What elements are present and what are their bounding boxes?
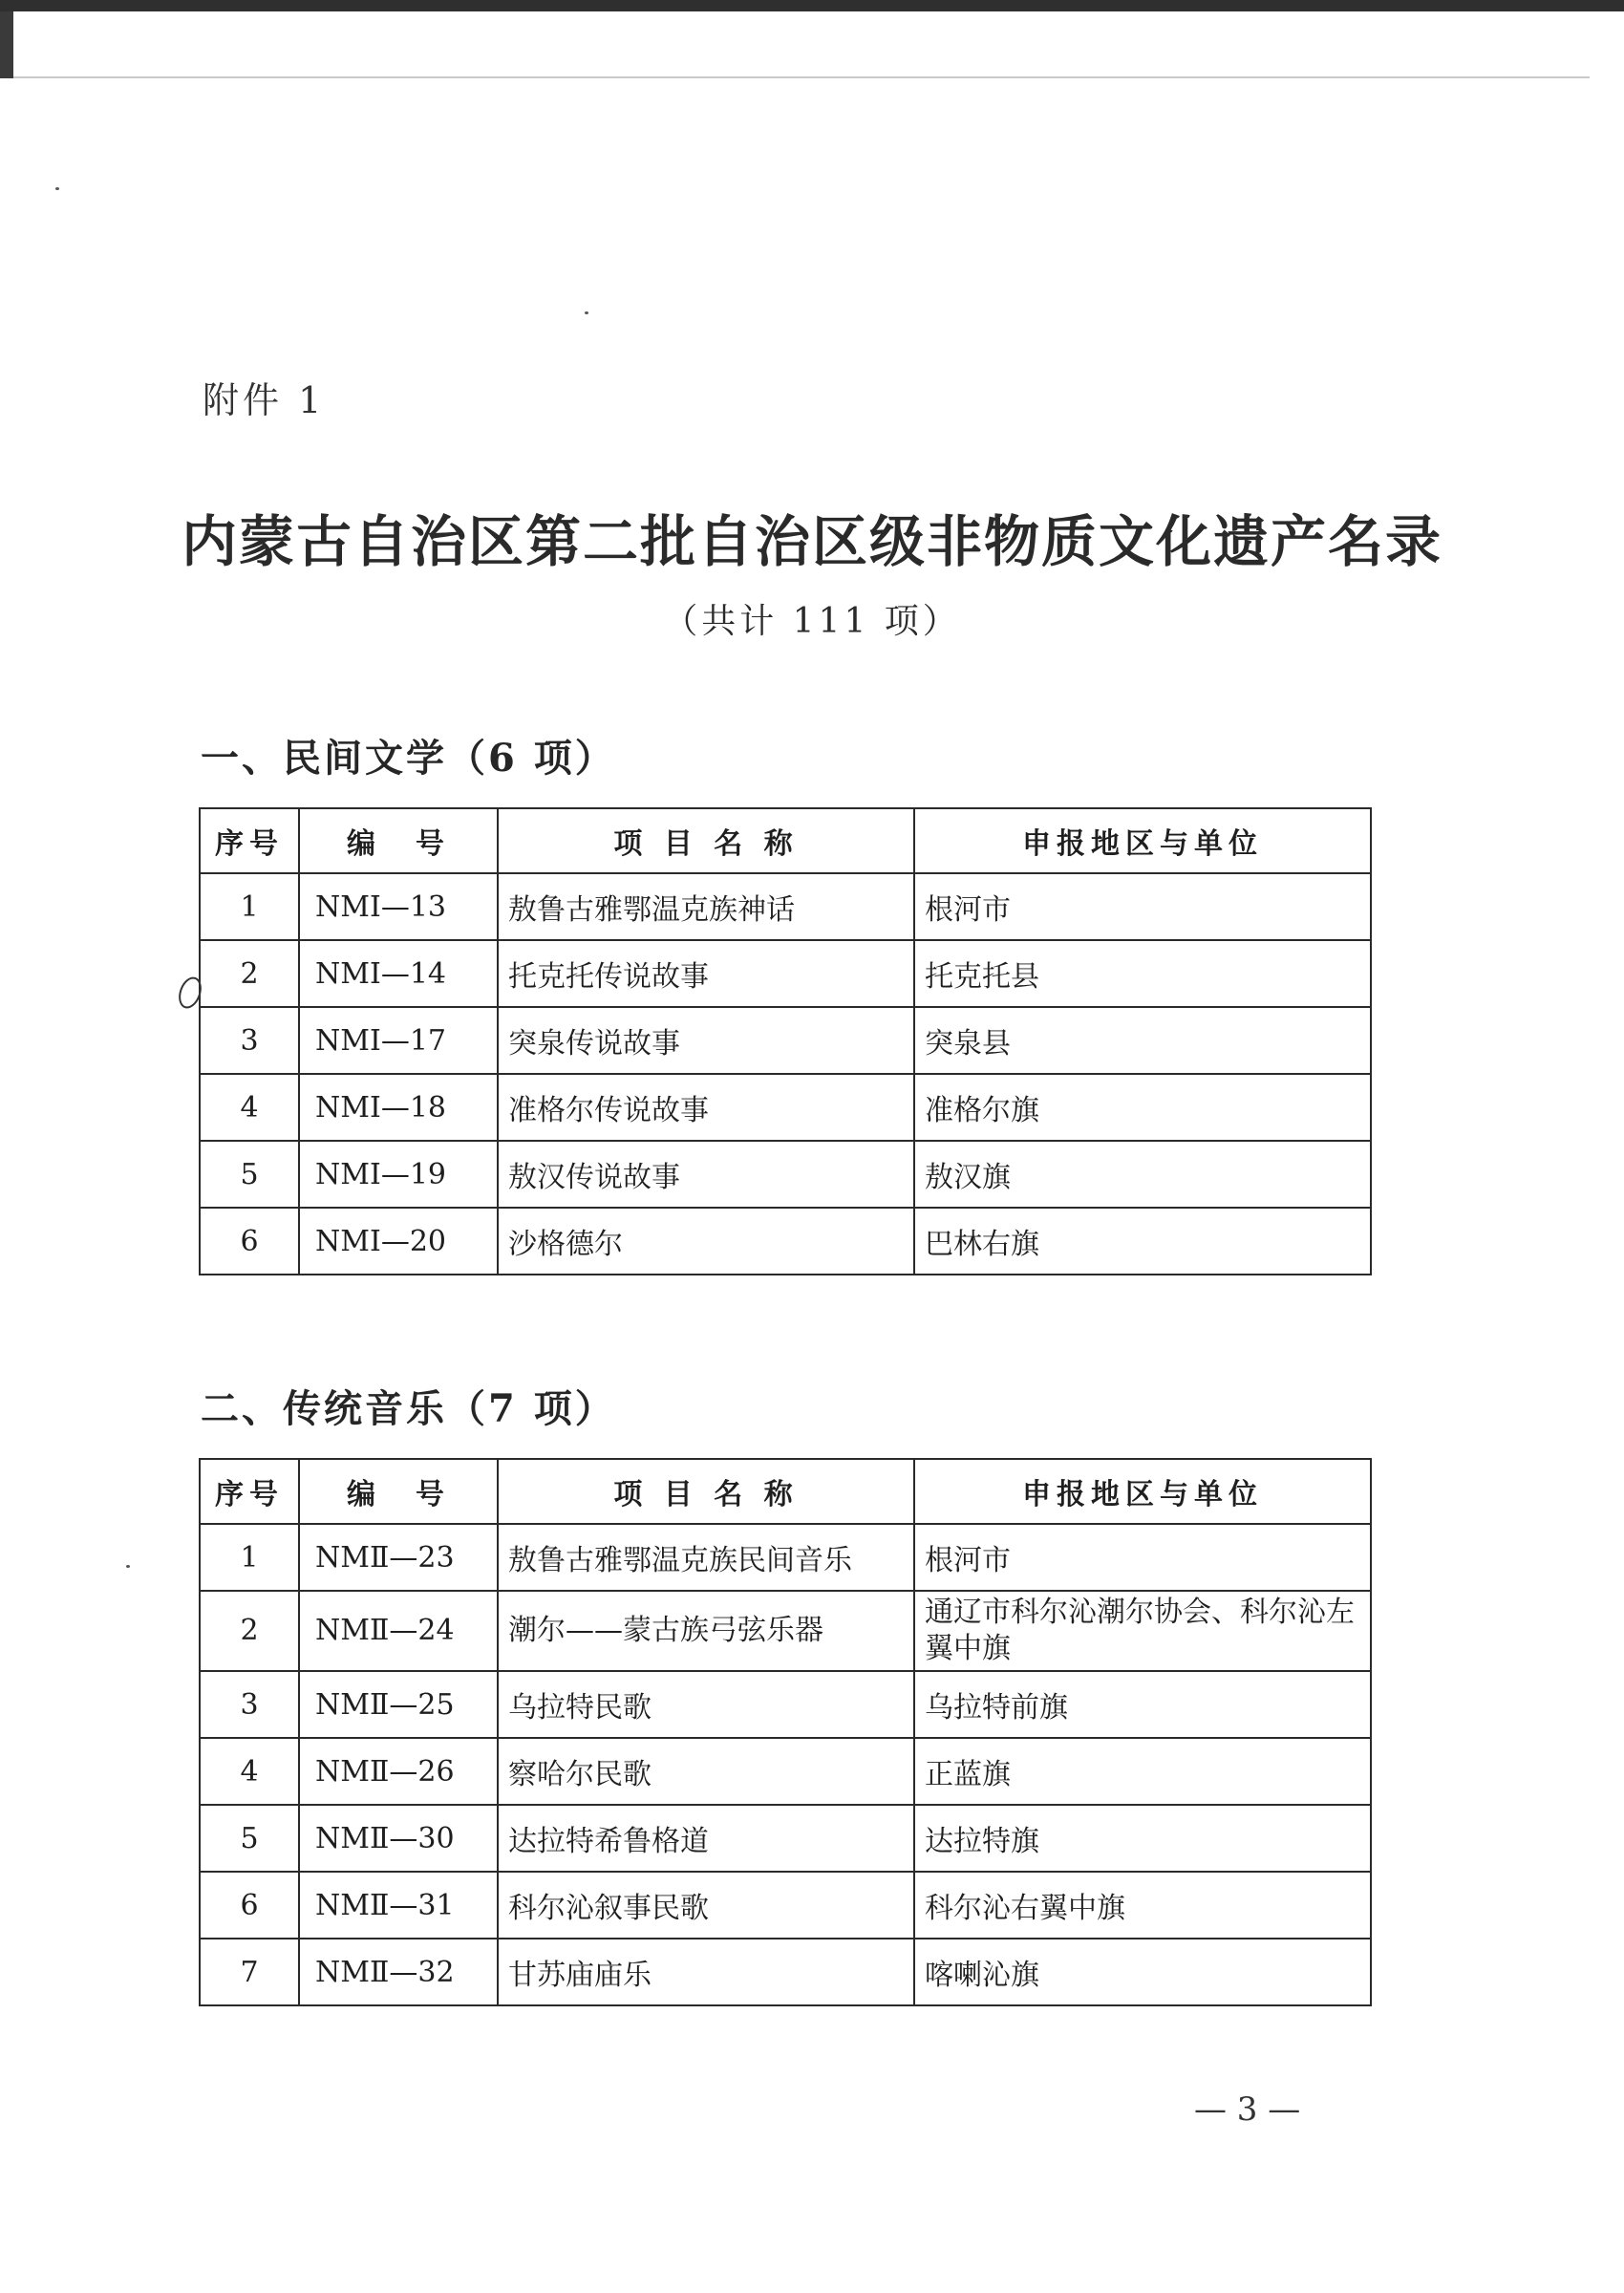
cell-code: NMⅠ—20 — [299, 1208, 498, 1275]
cell-name: 达拉特希鲁格道 — [498, 1805, 914, 1872]
table-row — [200, 1805, 1371, 1872]
table-row — [200, 1074, 1371, 1141]
header-code: 编 号 — [299, 808, 498, 873]
cell-region: 科尔沁右翼中旗 — [914, 1872, 1371, 1939]
attachment-label: 附件 1 — [203, 379, 326, 421]
cell-name: 潮尔——蒙古族弓弦乐器 — [498, 1591, 914, 1671]
scan-speck — [585, 311, 588, 314]
cell-region: 巴林右旗 — [914, 1208, 1371, 1275]
cell-code: NMⅠ—13 — [299, 873, 498, 940]
table-row — [200, 1524, 1371, 1591]
header-region: 申报地区与单位 — [914, 1459, 1371, 1524]
cell-code: NMⅠ—17 — [299, 1007, 498, 1074]
cell-name: 察哈尔民歌 — [498, 1738, 914, 1805]
header-region: 申报地区与单位 — [914, 808, 1371, 873]
scan-left-edge — [0, 11, 13, 78]
cell-code: NMⅡ—23 — [299, 1524, 498, 1591]
header-index: 序号 — [200, 808, 299, 873]
cell-code: NMⅡ—26 — [299, 1738, 498, 1805]
cell-name: 沙格德尔 — [498, 1208, 914, 1275]
cell-name: 托克托传说故事 — [498, 940, 914, 1007]
header-name: 项 目 名 称 — [498, 1459, 914, 1524]
table-row — [200, 1208, 1371, 1275]
cell-index: 1 — [200, 1524, 299, 1591]
page-number: — 3 — — [1194, 2090, 1301, 2129]
cell-region: 达拉特旗 — [914, 1805, 1371, 1872]
cell-index: 6 — [200, 1872, 299, 1939]
section-heading-folk-literature: 一、民间文学（6 项） — [201, 736, 616, 781]
cell-index: 4 — [200, 1074, 299, 1141]
cell-code: NMⅠ—14 — [299, 940, 498, 1007]
document-title: 内蒙古自治区第二批自治区级非物质文化遗产名录 — [181, 509, 1442, 574]
cell-code: NMⅠ—18 — [299, 1074, 498, 1141]
table-header-row — [200, 1459, 1371, 1524]
folk-literature-table — [199, 807, 1372, 1275]
cell-code: NMⅡ—30 — [299, 1805, 498, 1872]
cell-region: 托克托县 — [914, 940, 1371, 1007]
cell-index: 7 — [200, 1939, 299, 2005]
scan-speck — [126, 1565, 130, 1568]
header-code: 编 号 — [299, 1459, 498, 1524]
table-header-row — [200, 808, 1371, 873]
cell-code: NMⅡ—32 — [299, 1939, 498, 2005]
cell-name: 敖鲁古雅鄂温克族民间音乐 — [498, 1524, 914, 1591]
cell-index: 4 — [200, 1738, 299, 1805]
cell-index: 5 — [200, 1805, 299, 1872]
cell-index: 1 — [200, 873, 299, 940]
section-heading-traditional-music: 二、传统音乐（7 项） — [201, 1386, 616, 1431]
cell-region: 正蓝旗 — [914, 1738, 1371, 1805]
table-row — [200, 1007, 1371, 1074]
cell-index: 2 — [200, 1591, 299, 1671]
cell-name: 敖鲁古雅鄂温克族神话 — [498, 873, 914, 940]
cell-region: 通辽市科尔沁潮尔协会、科尔沁左翼中旗 — [914, 1591, 1371, 1671]
header-name: 项 目 名 称 — [498, 808, 914, 873]
cell-code: NMⅡ—24 — [299, 1591, 498, 1671]
cell-index: 2 — [200, 940, 299, 1007]
cell-index: 6 — [200, 1208, 299, 1275]
cell-name: 甘苏庙庙乐 — [498, 1939, 914, 2005]
cell-region: 根河市 — [914, 1524, 1371, 1591]
header-index: 序号 — [200, 1459, 299, 1524]
table-row — [200, 1738, 1371, 1805]
cell-index: 5 — [200, 1141, 299, 1208]
cell-name: 乌拉特民歌 — [498, 1671, 914, 1738]
traditional-music-table — [199, 1458, 1372, 2006]
table-row — [200, 1872, 1371, 1939]
cell-index: 3 — [200, 1007, 299, 1074]
cell-name: 突泉传说故事 — [498, 1007, 914, 1074]
cell-name: 科尔沁叙事民歌 — [498, 1872, 914, 1939]
document-subtitle: （共计 111 项） — [663, 602, 961, 641]
scan-fold-line — [13, 76, 1590, 78]
cell-code: NMⅠ—19 — [299, 1141, 498, 1208]
cell-code: NMⅡ—31 — [299, 1872, 498, 1939]
cell-region: 突泉县 — [914, 1007, 1371, 1074]
scan-speck — [55, 187, 59, 190]
cell-region: 准格尔旗 — [914, 1074, 1371, 1141]
cell-region: 根河市 — [914, 873, 1371, 940]
table-row — [200, 873, 1371, 940]
table-row — [200, 940, 1371, 1007]
cell-index: 3 — [200, 1671, 299, 1738]
cell-name: 敖汉传说故事 — [498, 1141, 914, 1208]
table-row — [200, 1939, 1371, 2005]
cell-code: NMⅡ—25 — [299, 1671, 498, 1738]
scan-top-border — [0, 0, 1624, 11]
cell-region: 敖汉旗 — [914, 1141, 1371, 1208]
table-row — [200, 1141, 1371, 1208]
cell-region: 乌拉特前旗 — [914, 1671, 1371, 1738]
table-row — [200, 1671, 1371, 1738]
cell-region: 喀喇沁旗 — [914, 1939, 1371, 2005]
cell-name: 准格尔传说故事 — [498, 1074, 914, 1141]
table-row — [200, 1591, 1371, 1671]
